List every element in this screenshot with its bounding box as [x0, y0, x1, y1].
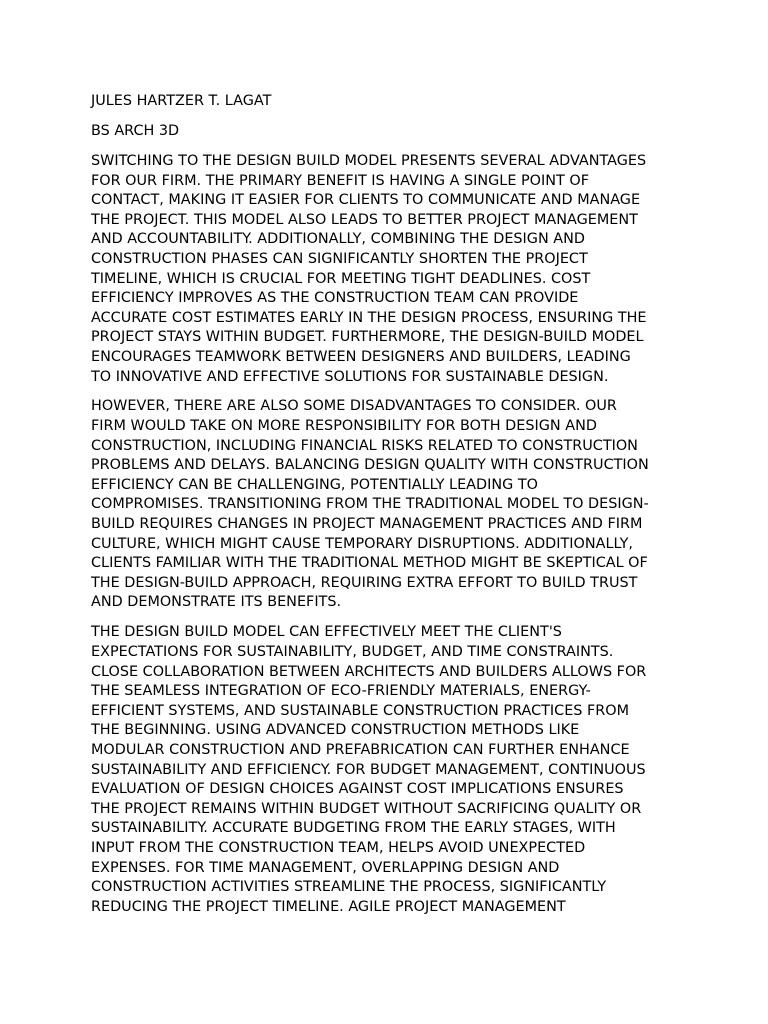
paragraph-line: THE DESIGN BUILD MODEL CAN EFFECTIVELY MEET THE CLIENT'S — [91, 624, 562, 641]
paragraph-client-expectations — [91, 623, 687, 917]
paragraph-line: THE SEAMLESS INTEGRATION OF ECO-FRIENDLY MATERIALS, ENERGY- — [91, 683, 591, 700]
paragraph-line: COMPROMISES. TRANSITIONING FROM THE TRADITIONAL MODEL TO DESIGN- — [91, 496, 649, 513]
paragraph-line: INPUT FROM THE CONSTRUCTION TEAM, HELPS AVOID UNEXPECTED — [91, 839, 586, 856]
paragraph-line: SUSTAINABILITY. ACCURATE BUDGETING FROM THE EARLY STAGES, WITH — [91, 820, 616, 837]
paragraph-line: HOWEVER, THERE ARE ALSO SOME DISADVANTAGES TO CONSIDER. OUR — [91, 398, 617, 415]
paragraph-line: CLIENTS FAMILIAR WITH THE TRADITIONAL METHOD MIGHT BE SKEPTICAL OF — [91, 555, 648, 572]
paragraph-line: ENCOURAGES TEAMWORK BETWEEN DESIGNERS AND BUILDERS, LEADING — [91, 348, 631, 365]
paragraph-disadvantages — [91, 397, 687, 613]
paragraph-line: EVALUATION OF DESIGN CHOICES AGAINST COST IMPLICATIONS ENSURES — [91, 781, 624, 798]
paragraph-line: SUSTAINABILITY AND EFFICIENCY. FOR BUDGET MANAGEMENT, CONTINUOUS — [91, 761, 646, 778]
paragraph-line: REDUCING THE PROJECT TIMELINE. AGILE PROJECT MANAGEMENT — [91, 898, 566, 915]
paragraph-line: CONTACT, MAKING IT EASIER FOR CLIENTS TO COMMUNICATE AND MANAGE — [91, 192, 641, 209]
paragraph-line: TO INNOVATIVE AND EFFECTIVE SOLUTIONS FOR SUSTAINABLE DESIGN. — [91, 368, 609, 385]
paragraph-line: FIRM WOULD TAKE ON MORE RESPONSIBILITY FOR BOTH DESIGN AND — [91, 418, 597, 435]
paragraph-line: AND DEMONSTRATE ITS BENEFITS. — [91, 594, 342, 611]
paragraph-line: AND ACCOUNTABILITY. ADDITIONALLY, COMBINING THE DESIGN AND — [91, 231, 585, 248]
paragraph-line: CONSTRUCTION ACTIVITIES STREAMLINE THE PROCESS, SIGNIFICANTLY — [91, 879, 607, 896]
paragraph-line: CULTURE, WHICH MIGHT CAUSE TEMPORARY DISRUPTIONS. ADDITIONALLY, — [91, 535, 633, 552]
paragraph-line: EFFICIENCY IMPROVES AS THE CONSTRUCTION TEAM CAN PROVIDE — [91, 290, 579, 307]
paragraph-line: CLOSE COLLABORATION BETWEEN ARCHITECTS AND BUILDERS ALLOWS FOR — [91, 663, 647, 680]
paragraph-line: FOR OUR FIRM. THE PRIMARY BENEFIT IS HAVING A SINGLE POINT OF — [91, 172, 589, 189]
paragraph-line: BUILD REQUIRES CHANGES IN PROJECT MANAGEMENT PRACTICES AND FIRM — [91, 516, 643, 533]
document-body — [91, 92, 687, 928]
paragraph-line: ACCURATE COST ESTIMATES EARLY IN THE DESIGN PROCESS, ENSURING THE — [91, 309, 647, 326]
paragraph-line: PROBLEMS AND DELAYS. BALANCING DESIGN QUALITY WITH CONSTRUCTION — [91, 457, 649, 474]
paragraph-line: PROJECT STAYS WITHIN BUDGET. FURTHERMORE, THE DESIGN-BUILD MODEL — [91, 329, 644, 346]
paragraph-line: THE BEGINNING. USING ADVANCED CONSTRUCTION METHODS LIKE — [91, 722, 580, 739]
paragraph-line: EXPECTATIONS FOR SUSTAINABILITY, BUDGET, AND TIME CONSTRAINTS. — [91, 644, 614, 660]
course-section: BS ARCH 3D — [91, 122, 180, 139]
paragraph-line: SWITCHING TO THE DESIGN BUILD MODEL PRESENTS SEVERAL ADVANTAGES — [91, 152, 647, 169]
paragraph-line: CONSTRUCTION PHASES CAN SIGNIFICANTLY SHORTEN THE PROJECT — [91, 250, 588, 267]
paragraph-line: EFFICIENCY CAN BE CHALLENGING, POTENTIALLY LEADING TO — [91, 476, 538, 493]
paragraph-line: MODULAR CONSTRUCTION AND PREFABRICATION CAN FURTHER ENHANCE — [91, 741, 630, 758]
paragraph-line: TIMELINE, WHICH IS CRUCIAL FOR MEETING TIGHT DEADLINES. COST — [91, 270, 591, 287]
paragraph-line: CONSTRUCTION, INCLUDING FINANCIAL RISKS RELATED TO CONSTRUCTION — [91, 437, 638, 454]
paragraph-line: THE DESIGN-BUILD APPROACH, REQUIRING EXTRA EFFORT TO BUILD TRUST — [91, 574, 638, 591]
paragraph-advantages — [91, 152, 687, 387]
paragraph-line: THE PROJECT. THIS MODEL ALSO LEADS TO BETTER PROJECT MANAGEMENT — [91, 211, 638, 228]
author-name: JULES HARTZER T. LAGAT — [91, 93, 272, 109]
paragraph-line: THE PROJECT REMAINS WITHIN BUDGET WITHOUT SACRIFICING QUALITY OR — [91, 800, 642, 817]
paragraph-line: EXPENSES. FOR TIME MANAGEMENT, OVERLAPPING DESIGN AND — [91, 859, 560, 876]
paragraph-line: EFFICIENT SYSTEMS, AND SUSTAINABLE CONSTRUCTION PRACTICES FROM — [91, 702, 630, 719]
